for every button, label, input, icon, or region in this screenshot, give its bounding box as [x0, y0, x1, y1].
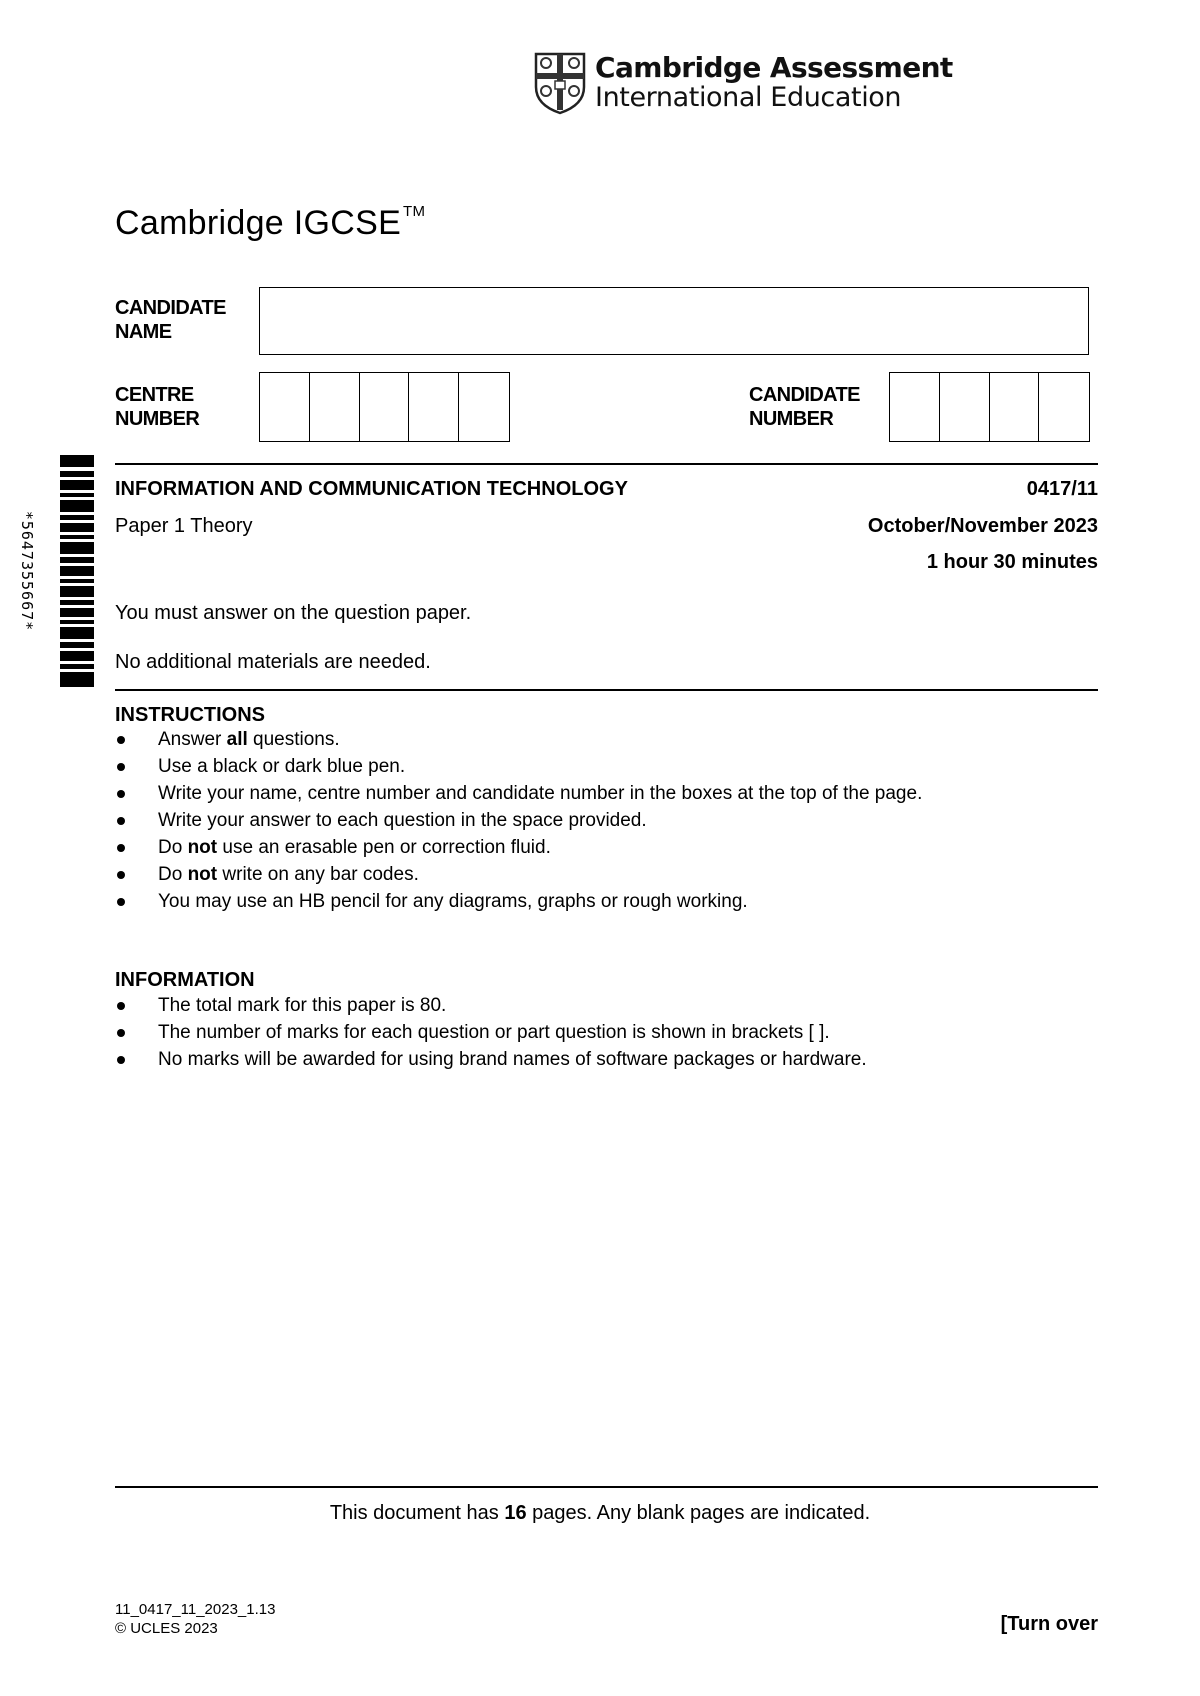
information-item: No marks will be awarded for using brand names of software packages or hardware. [115, 1046, 867, 1073]
page-count-text-end: pages. Any blank pages are indicated. [526, 1502, 871, 1524]
candidate-number-digit-box[interactable] [990, 373, 1040, 441]
paper-code: 0417/11 [1026, 478, 1098, 500]
exam-session: October/November 2023 [867, 515, 1098, 537]
qualification-title [115, 204, 425, 243]
candidate-number-label-line2: NUMBER [749, 408, 834, 430]
instruction-emphasis: not [187, 864, 218, 885]
footer-divider [115, 1486, 1098, 1488]
cambridge-logo [533, 50, 953, 116]
centre-number-label-line1: CENTRE [115, 384, 194, 406]
centre-number-digit-box[interactable] [310, 373, 360, 441]
copyright-notice: © UCLES 2023 [115, 1620, 218, 1637]
instruction-emphasis: all [226, 729, 248, 750]
instruction-item [115, 807, 922, 834]
instruction-item [115, 780, 922, 807]
candidate-number-boxes[interactable] [889, 372, 1090, 442]
instructions-heading: INSTRUCTIONS [115, 704, 265, 726]
instruction-text: Write your answer to each question in the space provided. [158, 810, 647, 831]
instruction-item [115, 861, 922, 888]
cambridge-shield-icon [533, 51, 587, 115]
centre-number-digit-box[interactable] [360, 373, 410, 441]
page-count-number: 16 [504, 1502, 527, 1524]
centre-number-digit-box[interactable] [459, 373, 509, 441]
instruction-text-end: questions. [247, 729, 340, 750]
instruction-item [115, 726, 922, 753]
trademark-mark: TM [403, 202, 426, 220]
instruction-text: Write your name, centre number and candidate number in the boxes at the top of the page. [158, 783, 923, 804]
instruction-text: Use a black or dark blue pen. [158, 756, 406, 777]
materials-note: No additional materials are needed. [115, 651, 431, 673]
instruction-text: Answer [158, 729, 227, 750]
candidate-number-digit-box[interactable] [940, 373, 990, 441]
candidate-name-label [115, 296, 226, 344]
page-count-note [0, 1501, 1200, 1525]
candidate-name-label-line1: CANDIDATE [115, 297, 226, 319]
candidate-number-digit-box[interactable] [890, 373, 940, 441]
information-item: The total mark for this paper is 80. [115, 992, 867, 1019]
instruction-item [115, 753, 922, 780]
instruction-emphasis: not [187, 837, 218, 858]
information-list [115, 992, 867, 1073]
candidate-name-field[interactable] [259, 287, 1089, 355]
information-heading: INFORMATION [115, 969, 255, 991]
instruction-text-end: write on any bar codes. [217, 864, 419, 885]
instruction-text-end: use an erasable pen or correction fluid. [217, 837, 551, 858]
instruction-text: You may use an HB pencil for any diagrams, graphs or rough working. [158, 891, 748, 912]
org-name-line2: International Education [595, 82, 902, 113]
paper-title: Paper 1 Theory [115, 515, 253, 537]
information-item: The number of marks for each question or part question is shown in brackets [ ]. [115, 1019, 867, 1046]
instruction-text: Do [158, 864, 188, 885]
turn-over-label: [Turn over [1000, 1613, 1098, 1635]
instruction-item [115, 834, 922, 861]
instructions-list [115, 726, 922, 915]
section-divider [115, 689, 1098, 691]
centre-number-boxes[interactable] [259, 372, 510, 442]
candidate-number-label [749, 383, 860, 431]
instruction-text: Do [158, 837, 188, 858]
candidate-name-label-line2: NAME [115, 321, 172, 343]
page-count-text: This document has [329, 1502, 505, 1524]
barcode-image [60, 455, 94, 687]
top-divider [115, 463, 1098, 465]
barcode-number: *5647355667* [18, 510, 36, 632]
subject-title: INFORMATION AND COMMUNICATION TECHNOLOGY [115, 478, 628, 500]
document-reference: 11_0417_11_2023_1.13 [115, 1601, 276, 1618]
org-name-line1: Cambridge Assessment [595, 51, 953, 84]
centre-number-label-line2: NUMBER [115, 408, 200, 430]
answer-note: You must answer on the question paper. [115, 602, 472, 624]
qualification-text: Cambridge IGCSE [115, 204, 402, 242]
centre-number-label [115, 383, 199, 431]
centre-number-digit-box[interactable] [409, 373, 459, 441]
exam-duration: 1 hour 30 minutes [926, 551, 1098, 573]
candidate-number-digit-box[interactable] [1039, 373, 1089, 441]
centre-number-digit-box[interactable] [260, 373, 310, 441]
candidate-number-label-line1: CANDIDATE [749, 384, 860, 406]
instruction-item [115, 888, 922, 915]
